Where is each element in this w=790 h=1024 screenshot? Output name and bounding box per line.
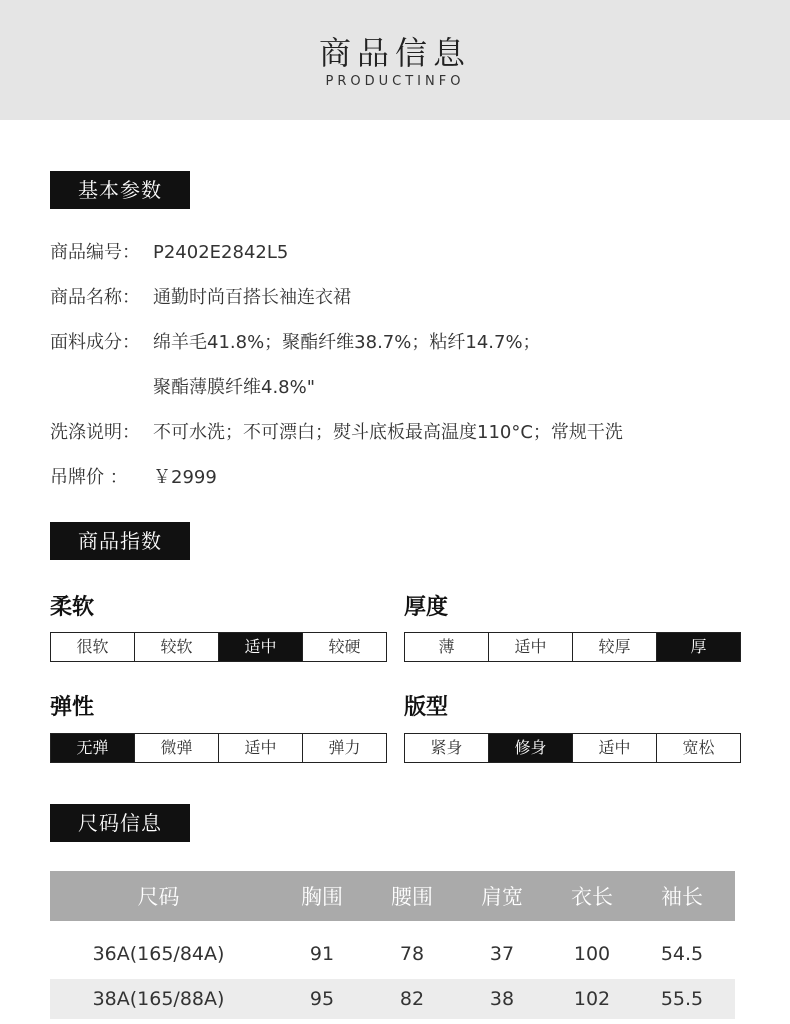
scale-option-selected: 无弹: [51, 734, 135, 762]
param-value: 通勤时尚百搭长袖连衣裙: [153, 287, 351, 308]
size-header-cell: 衣长: [571, 885, 613, 909]
scale-option: 薄: [405, 633, 489, 661]
scale-option: 宽松: [682, 738, 715, 757]
scale-option: 较硬: [328, 637, 361, 656]
table-row: [50, 979, 735, 1019]
param-value: ￥2999: [153, 467, 217, 488]
param-label: 商品名称：: [50, 287, 140, 308]
page-subtitle: PRODUCTINFO: [325, 74, 465, 89]
header-banner: [0, 0, 790, 120]
param-row-care: [50, 418, 623, 444]
size-table-header: [50, 871, 735, 921]
size-header-cell: 肩宽: [481, 885, 523, 909]
section-tag-size: 尺码信息: [50, 804, 190, 842]
scale-option: 适中: [573, 734, 657, 762]
size-cell: 36A(165/84A): [92, 943, 225, 965]
param-label: 洗涤说明：: [50, 422, 140, 443]
param-row-price: [50, 463, 217, 489]
size-cell: 82: [399, 988, 425, 1010]
section-tag-basic: 基本参数: [50, 171, 190, 209]
index-scale-elasticity: [50, 733, 387, 763]
size-header-cell: 胸围: [301, 885, 343, 909]
scale-option: 较厚: [573, 633, 657, 661]
scale-option: 较软: [135, 633, 219, 661]
param-label: 商品编号：: [50, 242, 140, 263]
size-cell: 38A(165/88A): [92, 988, 225, 1010]
param-value: P2402E2842L5: [153, 242, 289, 263]
scale-option: 紧身: [405, 734, 489, 762]
size-cell: 54.5: [660, 943, 704, 965]
page-title: 商品信息: [318, 34, 471, 72]
table-row: [50, 934, 735, 974]
size-cell: 100: [573, 943, 611, 965]
scale-option: 微弹: [135, 734, 219, 762]
scale-option-selected: 修身: [489, 734, 573, 762]
size-header-cell: 尺码: [137, 885, 180, 909]
size-cell: 91: [309, 943, 335, 965]
size-cell: 38: [489, 988, 515, 1010]
section-tag-index: 商品指数: [50, 522, 190, 560]
size-cell: 95: [309, 988, 335, 1010]
index-scale-fit: [404, 733, 741, 763]
param-label: 面料成分：: [50, 332, 140, 353]
size-cell: 78: [399, 943, 425, 965]
param-value: 不可水洗；不可漂白；熨斗底板最高温度110°C；常规干洗: [153, 422, 623, 443]
index-scale-thickness: [404, 632, 741, 662]
param-value-continuation: 聚酯薄膜纤维4.8%": [153, 377, 316, 398]
param-label: 吊牌价 ：: [50, 467, 128, 488]
size-cell: 37: [489, 943, 515, 965]
index-title-thickness: 厚度: [404, 595, 449, 620]
scale-option: 适中: [219, 734, 303, 762]
scale-option-selected: 厚: [657, 633, 740, 661]
param-row-material: [50, 328, 541, 354]
param-row-id: [50, 238, 288, 264]
size-header-cell: 袖长: [661, 885, 703, 909]
index-title-elasticity: 弹性: [50, 695, 95, 720]
param-value: 绵羊毛41.8%；聚酯纤维38.7%；粘纤14.7%；: [153, 332, 541, 353]
index-scale-softness: [50, 632, 387, 662]
scale-option: 弹力: [328, 738, 361, 757]
size-cell: 102: [573, 988, 611, 1010]
size-header-cell: 腰围: [391, 885, 433, 909]
index-title-softness: 柔软: [50, 595, 95, 620]
scale-option: 很软: [51, 633, 135, 661]
index-title-fit: 版型: [404, 695, 449, 720]
param-row-name: [50, 283, 351, 309]
scale-option: 适中: [489, 633, 573, 661]
scale-option-selected: 适中: [219, 633, 303, 661]
size-cell: 55.5: [660, 988, 704, 1010]
